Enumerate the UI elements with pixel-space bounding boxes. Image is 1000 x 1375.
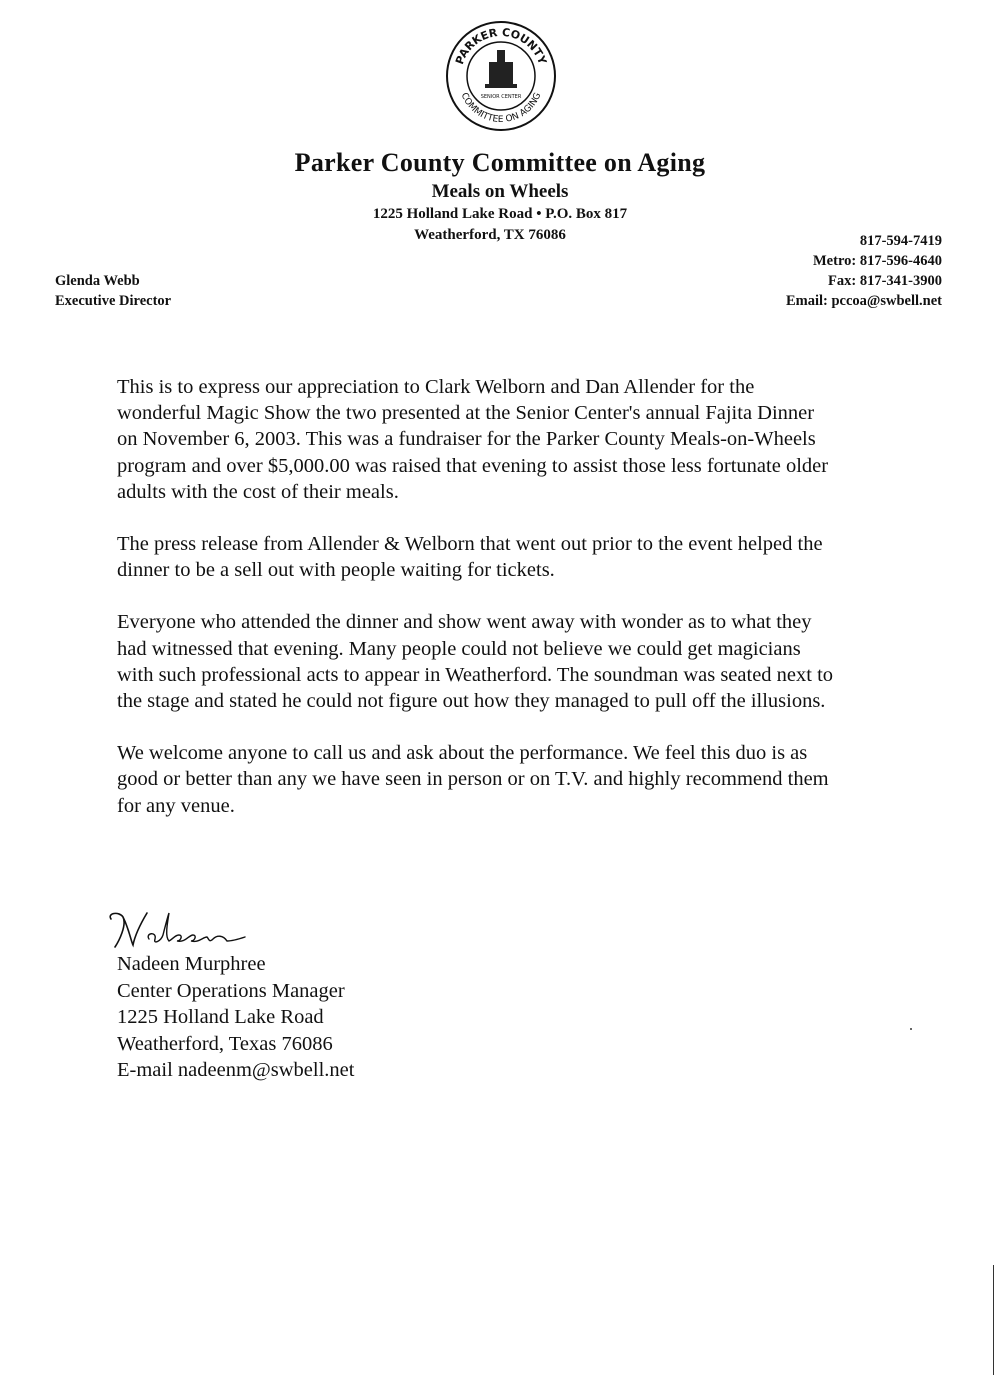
handwritten-signature: [105, 905, 265, 955]
letter-body: [117, 374, 837, 845]
svg-text:PARKER COUNTY: PARKER COUNTY: [453, 25, 549, 67]
signer-name: Nadeen Murphree: [117, 953, 266, 975]
contact-fax: Fax: 817-341-3900: [828, 273, 942, 289]
scan-speck: [910, 1028, 912, 1030]
signer-email: E-mail nadeenm@swbell.net: [117, 1059, 355, 1081]
contact-metro: Metro: 817-596-4640: [813, 253, 942, 269]
letterhead-city: Weatherford, TX 76086: [414, 227, 566, 243]
svg-text:COMMITTEE ON AGING: COMMITTEE ON AGING: [458, 91, 544, 126]
body-paragraph-1: This is to express our appreciation to Clark Welborn and Dan Allender for the wonderful Magic Show the two presented at the Senior Center's annual Fajita Dinner on November 6, 2003. This was a fundraiser for the Parker County Meals-on-Wheels program and over $5,000.00 was raised that evening to assist those less fortunate older adults with the cost of their meals.: [117, 376, 829, 503]
contact-block: [786, 231, 942, 311]
letterhead-address: 1225 Holland Lake Road • P.O. Box 817: [372, 206, 628, 222]
svg-text:SENIOR CENTER: SENIOR CENTER: [480, 94, 522, 100]
signer-title: Center Operations Manager: [117, 979, 345, 1002]
signer-address: 1225 Holland Lake Road: [117, 1006, 324, 1028]
signer-city: Weatherford, Texas 76086: [117, 1032, 333, 1055]
contact-phone: 817-594-7419: [859, 233, 942, 249]
body-paragraph-4: We welcome anyone to call us and ask about the performance. We feel this duo is as good or better than any we have seen in person or on T.V. and highly recommend them for any venue.: [117, 742, 829, 817]
director-title: Executive Director: [55, 293, 172, 309]
director-block: [55, 271, 171, 311]
body-paragraph-3: Everyone who attended the dinner and show went away with wonder as to what they had witnessed that evening. Many people could not believe we could get magicians with such professional acts to appear in Weatherford. The soundman was seated next to the stage and stated he could not figure out how they managed to pull off the illusions.: [117, 611, 834, 713]
seal-logo: [445, 20, 557, 132]
program-name: Meals on Wheels: [431, 181, 569, 202]
contact-email: Email: pccoa@swbell.net: [785, 293, 942, 309]
body-paragraph-2: The press release from Allender & Welborn that went out prior to the event helped the dinner to be a sell out with people waiting for tickets.: [117, 533, 823, 582]
scan-margin-line: [993, 1265, 994, 1375]
director-name: Glenda Webb: [55, 273, 140, 289]
signature-block: [117, 951, 354, 1084]
organization-name: Parker County Committee on Aging: [294, 148, 706, 177]
